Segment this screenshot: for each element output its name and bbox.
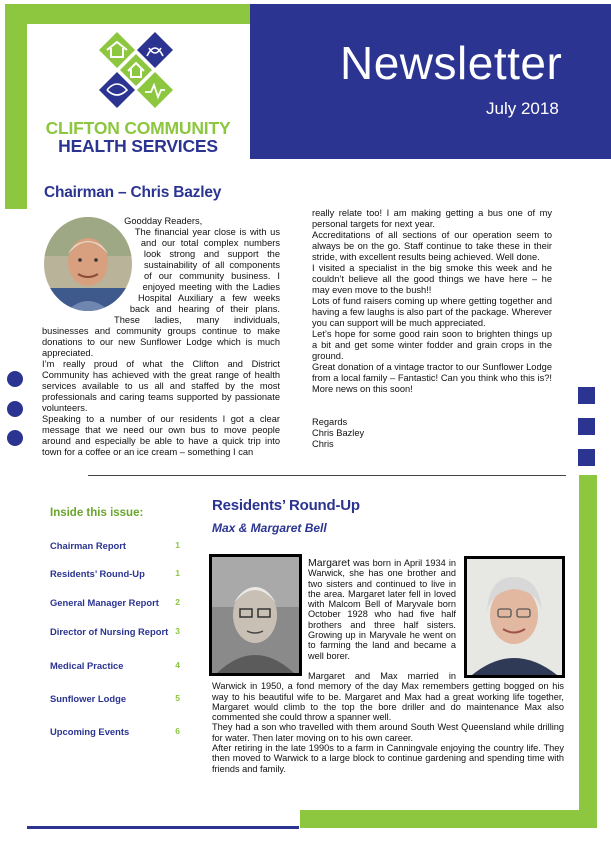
chairman-greeting: Goodday Readers, [124,216,203,226]
chairman-paragraph: Lots of fund raisers coming up where getting together and having a few laughs is also part of the package. Wherever you can support will be much appreciated. [312,296,552,328]
chairman-paragraph: Speaking to a number of our residents I got a clear message that we need our own bus to move people around and especially be able to have a quick trip into town for a coffee or an ice cream – something I can [42,414,280,457]
photo-spacer [212,558,308,678]
toc-item-residents-round-up[interactable] [50,568,180,582]
residents-subheading: Max & Margaret Bell [212,521,327,535]
chairman-paragraph: Let’s hope for some good rain soon to brighten things up a bit and get some winter fodder and grain crops in the ground. [312,329,552,361]
toc-label: Upcoming Events [50,726,130,737]
square-decoration [578,387,595,404]
toc-page-number: 6 [175,726,180,736]
green-bottom-bar [300,810,597,828]
toc-item-general-manager-report[interactable] [50,597,180,611]
toc-page-number: 1 [175,568,180,578]
toc-page-number: 3 [175,626,180,636]
residents-heading: Residents’ Round-Up [212,497,360,514]
clifton-logo-icon [97,30,177,112]
inside-issue-title: Inside this issue: [50,507,144,519]
chairman-paragraph: The financial year close is with us and our total complex numbers look strong and support the sustainability of all components of our community business. I enjoyed meeting with the Ladies Hospital Auxiliary a few weeks back and hearing of their plans. These ladies, many individuals, businesses and community groups continue to make donations to our new Sunflower Lodge which is much appreciated. [42,227,280,358]
chairman-paragraph: I’m really proud of what the Clifton and District Community has achieved with the great range of health services available to us all and staffed by the most professionals and caring teams supported by passionate volunteers. [42,359,280,413]
toc-item-director-of-nursing-report[interactable] [50,626,180,640]
newsletter-date: July 2018 [486,99,559,118]
org-name-line1: CLIFTON COMMUNITY [45,118,231,138]
blue-bottom-rule [27,826,299,829]
toc-item-medical-practice[interactable] [50,660,180,674]
blue-right-bar [595,4,611,159]
chairman-column-1 [42,216,280,458]
signoff-first-name: Chris [312,439,334,449]
chairman-photo [42,216,134,320]
toc-label: General Manager Report [50,597,159,608]
bullet-dot-decoration [7,371,23,387]
green-right-bar [579,475,597,828]
residents-paragraph: Margaret and Max married in Warwick in 1950, a fond memory of the day Max remembers getting bogged on his way to his beautiful wife to be. Margaret and Max had a great working life together, Margaret would climb to the top the bore driller and do maintenance Max also commented she could throw a spanner well. [212,670,564,723]
residents-paragraph: After retiring in the late 1990s to a farm in Canningvale enjoying the country life. They then moved to Warwick to a large block to continue gardening and spending time with friends and family. [212,743,564,774]
chairman-paragraph: Accreditations of all sections of our operation seem to always be on the go. Staff continue to take these in their stride, with excellent results being achieved. Well done. [312,230,552,262]
signoff-regards: Regards [312,417,348,427]
residents-paragraph: They had a son who travelled with them around South West Queensland while drilling for water. Then later moving on to his own career. [212,722,564,743]
toc-item-upcoming-events[interactable] [50,726,180,740]
residents-body [212,558,564,774]
residents-paragraph-text: was born in April 1934 in Warwick, she has one brother and two sisters and continued to live in the area. Margaret later fell in loved with Malcom Bell of Maryvale born October 1928 who had five half brothers and three half sisters. Growing up in Maryvale he went on to farming the land and became a well borer. [308,558,456,661]
photo-spacer [460,558,564,678]
chairman-column-2 [312,208,552,450]
toc-label: Director of Nursing Report [50,626,169,637]
chairman-heading: Chairman – Chris Bazley [44,184,222,201]
toc-page-number: 5 [175,693,180,703]
toc-label: Chairman Report [50,540,127,551]
signoff-name: Chris Bazley [312,428,365,438]
toc-label: Residents’ Round-Up [50,568,145,579]
chairman-paragraph: really relate too! I am making getting a bus one of my personal targets for next year. [312,208,552,229]
newsletter-title: Newsletter [340,37,563,89]
green-left-bar [5,4,27,209]
residents-lead-word: Margaret [308,557,351,569]
toc-item-sunflower-lodge[interactable] [50,693,180,707]
square-decoration [578,449,595,466]
toc-label: Sunflower Lodge [50,693,127,704]
toc-page-number: 1 [175,540,180,550]
toc-page-number: 4 [175,660,180,670]
toc-label: Medical Practice [50,660,124,671]
square-decoration [578,418,595,435]
section-divider [88,475,566,476]
bullet-dot-decoration [7,430,23,446]
bullet-dot-decoration [7,401,23,417]
chairman-paragraph: Great donation of a vintage tractor to our Sunflower Lodge from a local family – Fantastic! Can you think who this is?! More news on this soon! [312,362,552,394]
toc-page-number: 2 [175,597,180,607]
toc-item-chairman-report[interactable] [50,540,180,554]
chairman-paragraph: I visited a specialist in the big smoke this week and he couldn’t believe all the good things we have here – he may even move to the bush!! [312,263,552,295]
org-name-line2: HEALTH SERVICES [58,136,218,156]
